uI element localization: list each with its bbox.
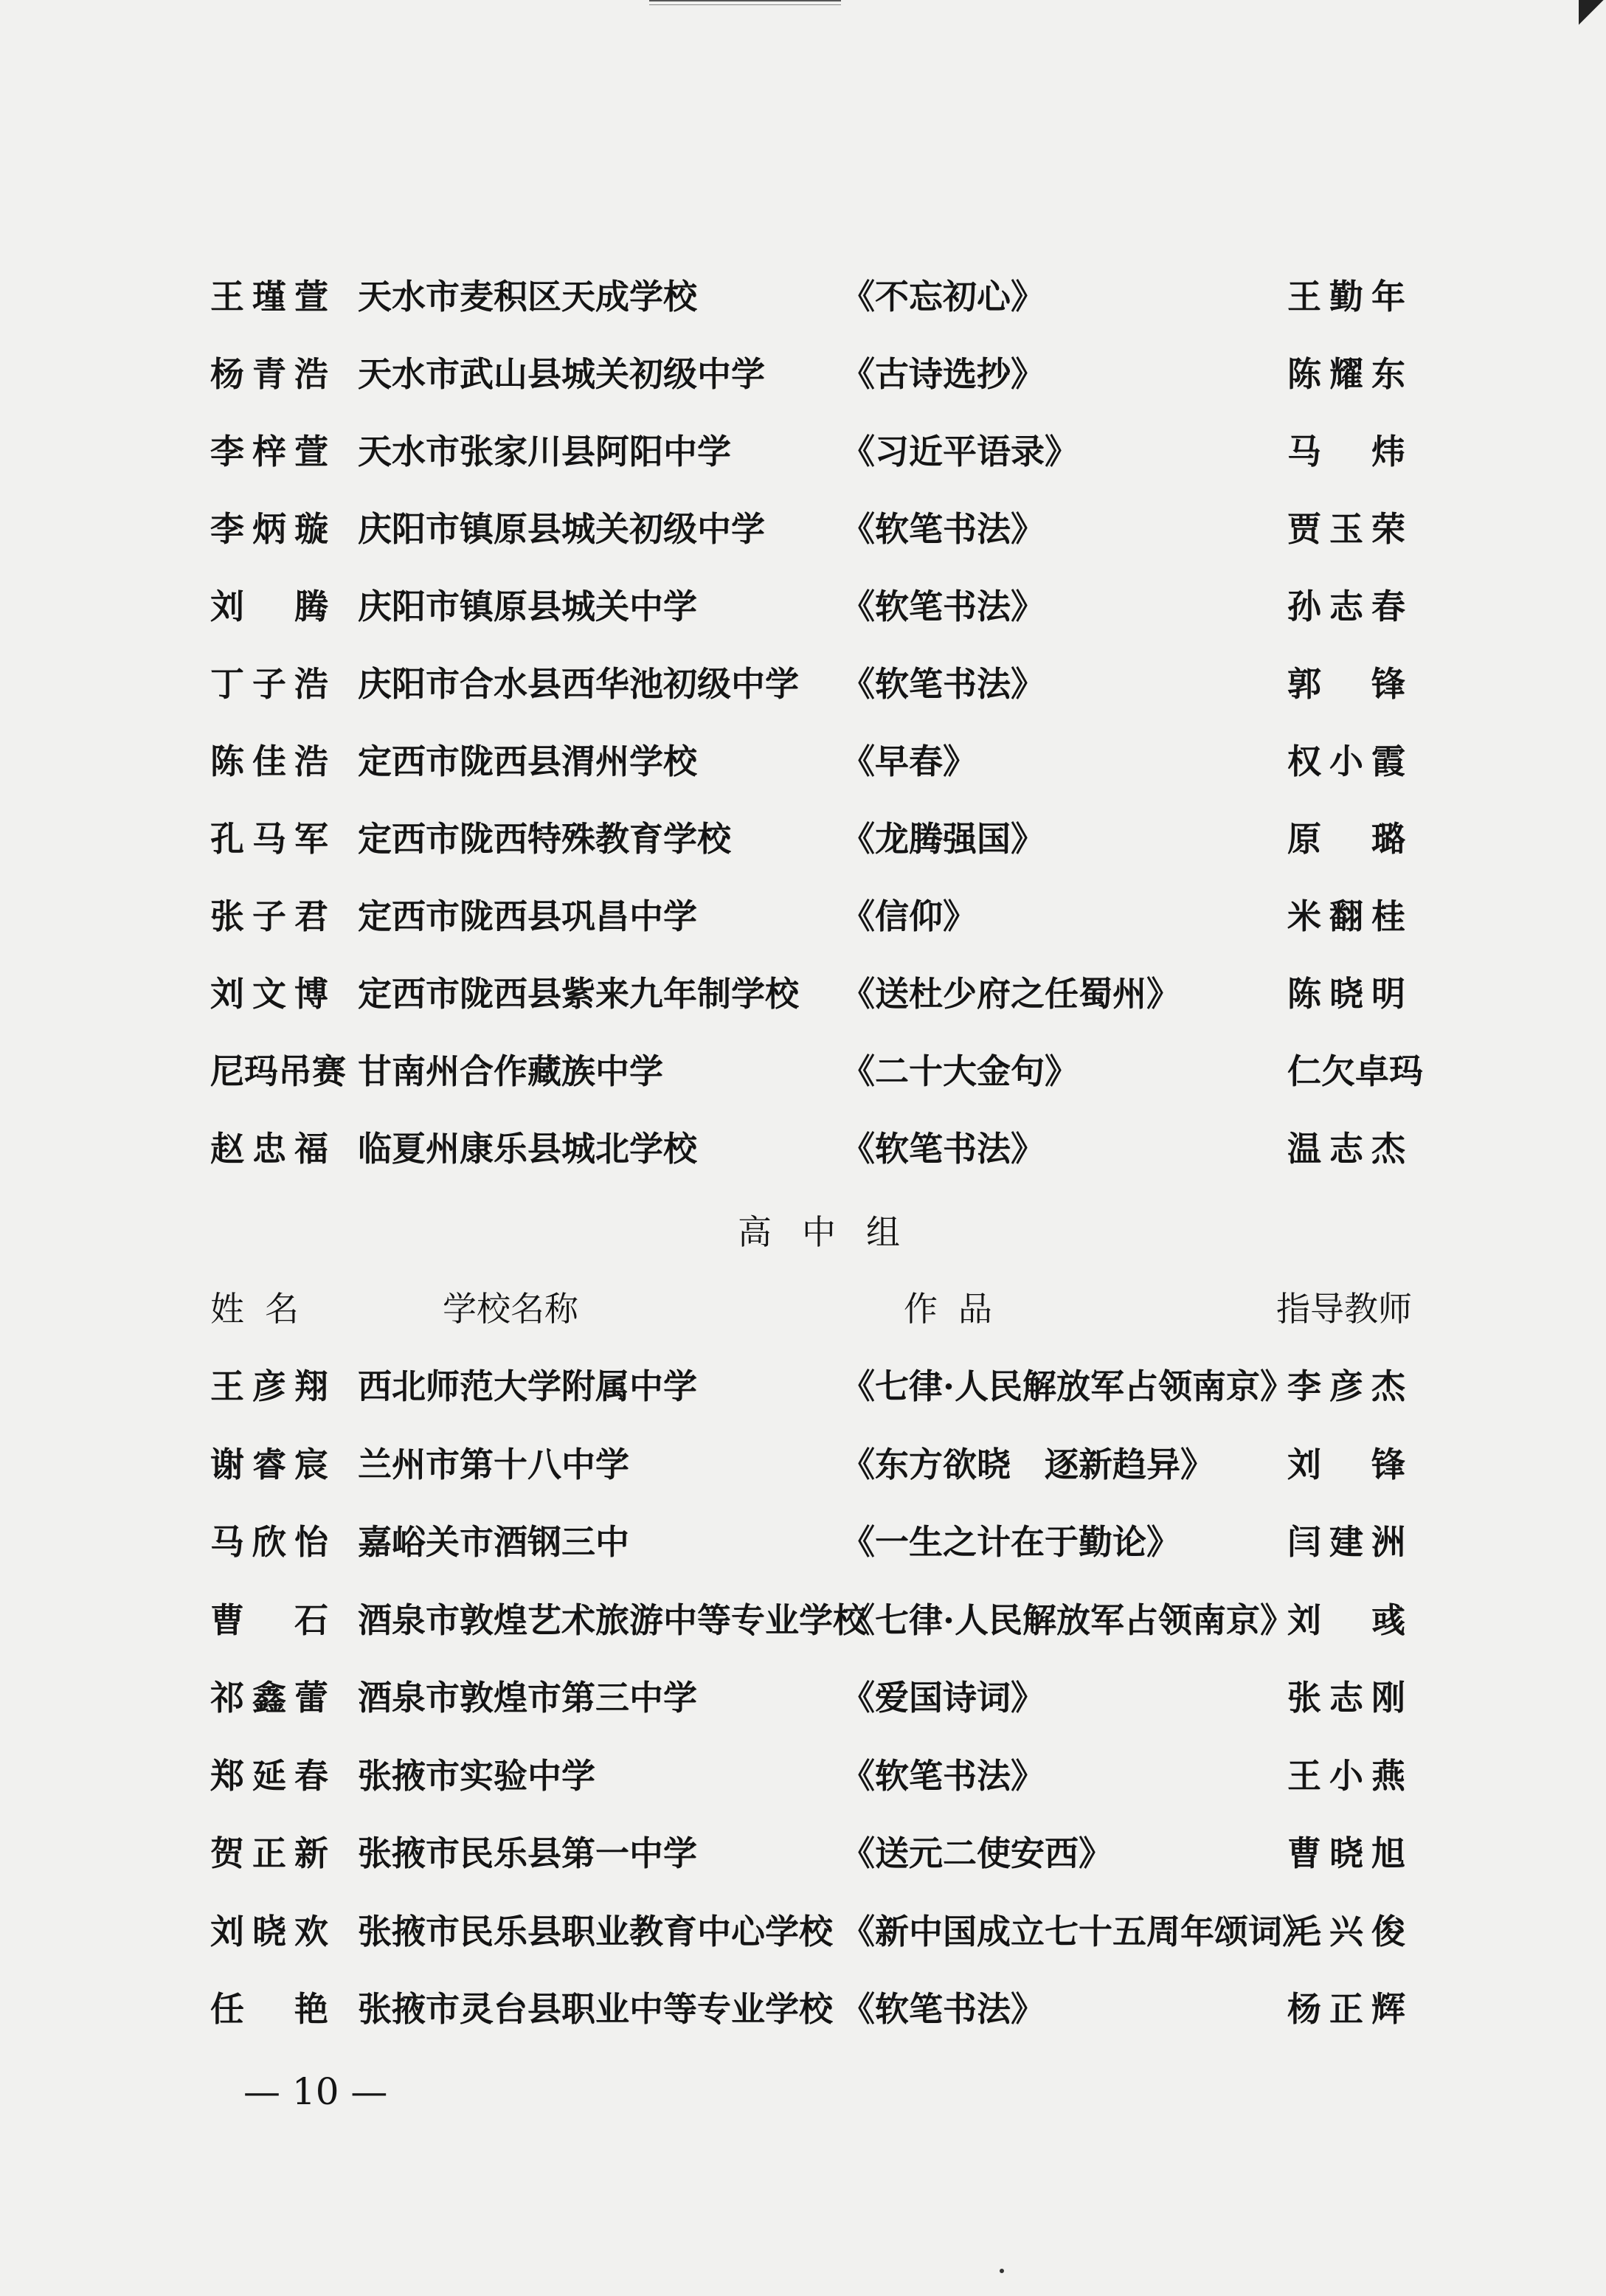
student-name: 郑延春 (210, 1755, 328, 1796)
teacher-name: 闫建洲 (1287, 1522, 1405, 1562)
teacher-name: 陈耀东 (1287, 354, 1405, 394)
school-name: 天水市麦积区天成学校 (358, 277, 697, 317)
table-row (0, 1893, 1606, 1970)
school-name: 酒泉市敦煌艺术旅游中等专业学校 (358, 1600, 867, 1640)
teacher-name: 李彦杰 (1287, 1366, 1405, 1406)
table-row (0, 1110, 1606, 1187)
school-name: 临夏州康乐县城北学校 (358, 1129, 697, 1169)
school-name: 天水市张家川县阿阳中学 (358, 432, 731, 471)
school-name: 甘南州合作藏族中学 (358, 1051, 663, 1091)
teacher-name: 仁欠卓玛 (1287, 1051, 1423, 1091)
table-row (0, 258, 1606, 335)
teacher-name: 毛兴俊 (1287, 1911, 1405, 1951)
table-row (0, 1504, 1606, 1580)
student-name: 孔马军 (210, 819, 328, 859)
table-row (0, 723, 1606, 800)
table-row (0, 1659, 1606, 1736)
teacher-name: 米翻桂 (1287, 896, 1405, 936)
scan-corner-mark (1579, 0, 1606, 25)
student-name: 李梓萱 (210, 432, 328, 471)
student-name: 丁子浩 (210, 664, 328, 704)
school-name: 酒泉市敦煌市第三中学 (358, 1678, 697, 1718)
school-name: 定西市陇西县紫来九年制学校 (358, 974, 799, 1014)
work-title: 《新中国成立七十五周年颂词》 (841, 1911, 1316, 1951)
school-name: 张掖市灵台县职业中等专业学校 (358, 1989, 833, 2029)
student-name: 贺正新 (210, 1833, 328, 1873)
table-row (0, 1033, 1606, 1110)
teacher-name: 张志刚 (1287, 1678, 1405, 1718)
student-name: 马欣怡 (210, 1522, 328, 1562)
student-name: 谢睿宸 (210, 1444, 328, 1484)
student-name: 曹石 (210, 1600, 328, 1640)
work-title: 《古诗选抄》 (841, 354, 1045, 394)
teacher-name: 郭锋 (1287, 664, 1405, 704)
student-name: 刘腾 (210, 587, 328, 626)
work-title: 《送元二使安西》 (841, 1833, 1112, 1873)
top-border-line (649, 0, 841, 5)
work-title: 《一生之计在于勤论》 (841, 1522, 1180, 1562)
work-title: 《软笔书法》 (841, 1989, 1045, 2029)
work-title: 《爱国诗词》 (841, 1678, 1045, 1718)
teacher-name: 曹晓旭 (1287, 1833, 1405, 1873)
table-row (0, 1737, 1606, 1814)
work-title: 《软笔书法》 (841, 664, 1045, 704)
table-row (0, 1815, 1606, 1892)
school-name: 定西市陇西特殊教育学校 (358, 819, 731, 859)
teacher-name: 刘锋 (1287, 1444, 1405, 1484)
work-title: 《送杜少府之任蜀州》 (841, 974, 1180, 1014)
work-title: 《龙腾强国》 (841, 819, 1045, 859)
school-name: 张掖市实验中学 (358, 1755, 595, 1796)
scan-speck (1000, 2269, 1004, 2273)
table-row (0, 413, 1606, 490)
teacher-name: 王小燕 (1287, 1755, 1405, 1796)
teacher-name: 杨正辉 (1287, 1989, 1405, 2029)
table-row (0, 878, 1606, 955)
work-title: 《软笔书法》 (841, 1129, 1045, 1169)
table-row (0, 336, 1606, 412)
table-row (0, 801, 1606, 877)
work-title: 《东方欲晓 逐新趋异》 (841, 1444, 1214, 1484)
table-row (0, 1348, 1606, 1425)
teacher-name: 孙志春 (1287, 587, 1405, 626)
table-row (0, 1971, 1606, 2047)
teacher-name: 刘彧 (1287, 1600, 1405, 1640)
work-title: 《七律·人民解放军占领南京》 (841, 1366, 1295, 1406)
student-name: 王瑾萱 (210, 277, 328, 317)
student-name: 任艳 (210, 1989, 328, 2029)
school-name: 张掖市民乐县第一中学 (358, 1833, 697, 1873)
work-title: 《早春》 (841, 741, 977, 781)
table-row (0, 646, 1606, 722)
table-row (0, 568, 1606, 645)
teacher-name: 王勤年 (1287, 277, 1405, 317)
school-name: 庆阳市镇原县城关初级中学 (358, 509, 765, 549)
high-school-group-title: 高中组 (738, 1212, 900, 1252)
page-number: — 10 — (243, 2070, 388, 2113)
student-name: 陈佳浩 (210, 741, 328, 781)
teacher-name: 温志杰 (1287, 1129, 1405, 1169)
teacher-name: 权小霞 (1287, 741, 1405, 781)
work-title: 《二十大金句》 (841, 1051, 1079, 1091)
work-title: 《习近平语录》 (841, 432, 1079, 471)
student-name: 杨青浩 (210, 354, 328, 394)
work-title: 《七律·人民解放军占领南京》 (841, 1600, 1295, 1640)
school-name: 西北师范大学附属中学 (358, 1366, 697, 1406)
teacher-name: 贾玉荣 (1287, 509, 1405, 549)
student-name: 王彦翔 (210, 1366, 328, 1406)
school-name: 兰州市第十八中学 (358, 1444, 629, 1484)
header-work: 作品 (904, 1289, 992, 1329)
student-name: 李炳璇 (210, 509, 328, 549)
school-name: 庆阳市合水县西华池初级中学 (358, 664, 799, 704)
table-row (0, 1582, 1606, 1659)
teacher-name: 陈晓明 (1287, 974, 1405, 1014)
work-title: 《软笔书法》 (841, 1755, 1045, 1796)
student-name: 尼玛吊赛 (210, 1051, 346, 1091)
table-header (0, 1270, 1606, 1347)
work-title: 《信仰》 (841, 896, 977, 936)
student-name: 祁鑫蕾 (210, 1678, 328, 1718)
header-teacher: 指导教师 (1276, 1289, 1412, 1329)
header-school: 学校名称 (443, 1289, 578, 1329)
student-name: 张子君 (210, 896, 328, 936)
school-name: 定西市陇西县巩昌中学 (358, 896, 697, 936)
teacher-name: 马炜 (1287, 432, 1405, 471)
work-title: 《软笔书法》 (841, 509, 1045, 549)
student-name: 刘晓欢 (210, 1911, 328, 1951)
school-name: 嘉峪关市酒钢三中 (358, 1522, 629, 1562)
school-name: 定西市陇西县渭州学校 (358, 741, 697, 781)
table-row (0, 955, 1606, 1032)
work-title: 《软笔书法》 (841, 587, 1045, 626)
table-row (0, 1426, 1606, 1503)
teacher-name: 原璐 (1287, 819, 1405, 859)
student-name: 赵忠福 (210, 1129, 328, 1169)
header-name: 姓名 (210, 1289, 299, 1329)
student-name: 刘文博 (210, 974, 328, 1014)
school-name: 庆阳市镇原县城关中学 (358, 587, 697, 626)
table-row (0, 491, 1606, 567)
work-title: 《不忘初心》 (841, 277, 1045, 317)
school-name: 张掖市民乐县职业教育中心学校 (358, 1911, 833, 1951)
school-name: 天水市武山县城关初级中学 (358, 354, 765, 394)
